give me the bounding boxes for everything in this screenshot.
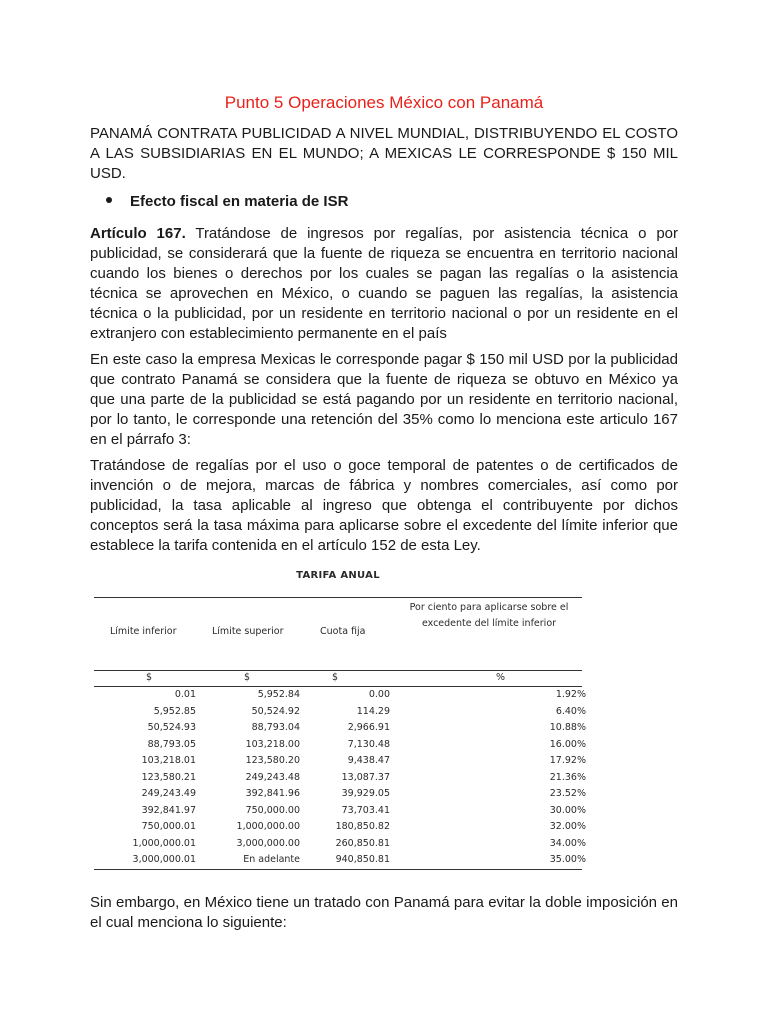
article-text: Tratándose de ingresos por regalías, por asistencia técnica o por publicidad, se considerará que la fuente de riqueza se encuentra en territorio nacional cuando los bienes o derechos por los cuales se pagan las regalías o la asistencia técnica se aprovechen en México, o cuando se paguen las regalías, la asistencia técnica o la publicidad, por un residente en territorio nacional o por un residente en el extranjero con establecimiento permanente en el país — [90, 225, 679, 342]
table-cell: 103,218.01 — [141, 755, 196, 766]
table-cell: 6.40% — [555, 705, 586, 717]
bullet-item — [106, 192, 348, 212]
table-row — [94, 737, 586, 754]
table-cell: 73,703.41 — [341, 804, 390, 816]
table-cell: 0.00 — [368, 689, 390, 700]
table-cell: 123,580.21 — [141, 771, 196, 783]
currency-cell: % — [496, 672, 506, 683]
bullet-text: Efecto fiscal en materia de ISR — [130, 193, 349, 210]
table-cell: 392,841.96 — [245, 788, 300, 799]
table-header — [94, 597, 582, 671]
table-cell: 1,000,000.01 — [132, 837, 196, 849]
royalties-paragraph: Tratándose de regalías por el uso o goce temporal de patentes o de certificados de invención o de mejora, marcas de fábrica y nombres comerciales, así como por publicidad, la tasa aplicable al ingreso que obtenga el contribuyente por dichos conceptos será la tasa máxima para aplicarse sobre el excedente del límite inferior que establece la tarifa contenida en el artículo 152 de esta Ley. — [90, 457, 678, 554]
header-por-ciento: Por ciento para aplicarse sobre el excedente del límite inferior — [409, 602, 569, 629]
table-cell: 750,000.00 — [245, 804, 300, 816]
table-cell: 30.00% — [549, 804, 586, 816]
table-cell: 249,243.48 — [245, 771, 300, 783]
table-cell: 50,524.92 — [251, 705, 300, 717]
document-title: Punto 5 Operaciones México con Panamá — [224, 93, 544, 112]
closing-paragraph: Sin embargo, en México tiene un tratado con Panamá para evitar la doble imposición en el cual menciona lo siguiente: — [90, 894, 678, 931]
table-row — [94, 836, 586, 853]
table-title: TARIFA ANUAL — [296, 570, 380, 581]
table-cell: 260,850.81 — [335, 837, 390, 849]
currency-row — [94, 671, 582, 687]
intro-paragraph: PANAMÁ CONTRATA PUBLICIDAD A NIVEL MUNDIAL, DISTRIBUYENDO EL COSTO A LAS SUBSIDIARIAS EN EL MUNDO; A MEXICAS LE CORRESPONDE $ 150 MIL USD. — [90, 125, 678, 182]
table-body — [94, 687, 586, 869]
table-cell: 35.00% — [549, 854, 586, 865]
header-limite-superior: Límite superior — [212, 626, 284, 637]
header-cuota-fija: Cuota fija — [320, 626, 366, 637]
table-cell: 114.29 — [356, 705, 390, 717]
table-row — [94, 687, 586, 704]
table-cell: 9,438.47 — [347, 755, 390, 766]
table-cell: 32.00% — [549, 821, 586, 832]
table-row — [94, 819, 586, 836]
table-cell: 3,000,000.00 — [236, 837, 300, 849]
table-cell: 17.92% — [549, 755, 586, 766]
table-cell: 16.00% — [549, 738, 586, 750]
table-row — [94, 753, 586, 770]
table-cell: 180,850.82 — [335, 821, 390, 832]
table-cell: 23.52% — [549, 788, 586, 799]
table-cell: 3,000,000.01 — [132, 854, 196, 865]
table-cell: 750,000.01 — [141, 821, 196, 832]
table-cell: 7,130.48 — [347, 738, 390, 750]
table-row — [94, 770, 586, 787]
currency-cell: $ — [332, 672, 339, 683]
table-row — [94, 720, 586, 737]
tarifa-anual-table — [94, 567, 586, 870]
table-cell: 34.00% — [549, 837, 586, 849]
bullet-dot-icon — [106, 197, 112, 203]
table-cell: 50,524.93 — [147, 722, 196, 733]
table-cell: 21.36% — [549, 771, 586, 783]
table-cell: 88,793.04 — [251, 722, 300, 733]
table-bottom-rule — [94, 869, 582, 870]
currency-cell: $ — [146, 672, 153, 683]
table-row — [94, 704, 586, 721]
table-cell: 5,952.85 — [153, 705, 196, 717]
table-cell: 249,243.49 — [141, 788, 196, 799]
table-cell: 940,850.81 — [335, 854, 390, 865]
table-cell: 392,841.97 — [141, 804, 196, 816]
table-cell: 0.01 — [174, 689, 196, 700]
table-cell: 2,966.91 — [347, 722, 390, 733]
table-row — [94, 803, 586, 820]
table-cell: 88,793.05 — [147, 738, 196, 750]
currency-cell: $ — [244, 672, 251, 683]
table-row — [94, 786, 586, 803]
header-limite-inferior: Límite inferior — [110, 626, 177, 637]
case-paragraph: En este caso la empresa Mexicas le corresponde pagar $ 150 mil USD por la publicidad que contrato Panamá se considera que la fuente de riqueza se obtuvo en México ya que una parte de la publicidad se está pagando por un residente en territorio nacional, por lo tanto, le corresponde una retención del 35% como lo menciona este articulo 167 en el párrafo 3: — [90, 351, 678, 448]
table-cell: 10.88% — [549, 722, 586, 733]
article-label: Artículo 167. — [90, 225, 186, 242]
table-cell: 1.92% — [555, 689, 586, 700]
table-row — [94, 852, 586, 869]
table-cell: 5,952.84 — [257, 689, 300, 700]
article-paragraph — [90, 224, 678, 344]
table-cell: 1,000,000.00 — [236, 821, 300, 832]
table-cell: 39,929.05 — [341, 788, 390, 799]
table-cell: 13,087.37 — [341, 771, 390, 783]
table-cell: 103,218.00 — [245, 738, 300, 750]
table-cell: En adelante — [243, 854, 300, 865]
table-cell: 123,580.20 — [245, 755, 300, 766]
